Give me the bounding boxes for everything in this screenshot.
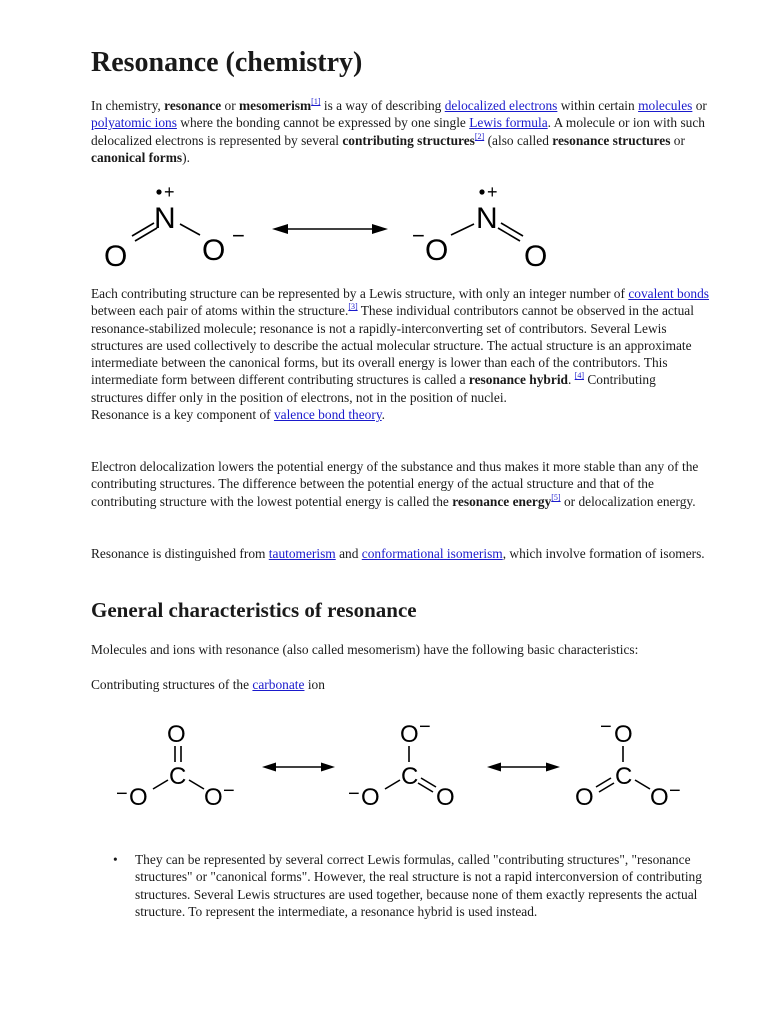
o-charge: − (348, 783, 360, 805)
single-bond-line (153, 780, 168, 789)
single-bond-line (180, 224, 200, 235)
citation-link[interactable]: [5] (551, 492, 561, 502)
single-bond-line (635, 780, 650, 789)
text: Resonance is distinguished from (91, 546, 269, 561)
link-delocalized-electrons[interactable]: delocalized electrons (444, 98, 558, 113)
nitrogen-atom: N (154, 202, 176, 235)
text: . A molecule or ion with such delocalized electrons is represented by several (91, 115, 705, 148)
lone-electron-dot (156, 189, 161, 194)
carbonate-resonance-diagram (116, 712, 706, 812)
oxygen-atom: O (575, 784, 594, 811)
term-mesomerism: mesomerism (239, 98, 312, 113)
citation-link[interactable]: [2] (474, 131, 485, 141)
text: . (381, 407, 386, 423)
characteristics-list (113, 851, 713, 920)
intro-paragraph (91, 97, 711, 166)
oxygen-atom: O (167, 721, 186, 748)
text: Resonance is a key component of (91, 407, 274, 423)
citation-link[interactable]: [3] (348, 302, 358, 312)
oxygen-atom: O (129, 784, 148, 811)
oxygen-atom: O (400, 721, 419, 748)
n-charge: + (487, 182, 498, 202)
text: or (221, 98, 240, 113)
carbon-atom: C (615, 763, 633, 790)
text: Each contributing structure can be represented by a Lewis structure, with only an integer number of (91, 286, 629, 301)
oxygen-atom: O (204, 784, 223, 811)
link-covalent-bonds[interactable]: covalent bonds (628, 286, 710, 301)
link-molecules[interactable]: molecules (638, 98, 693, 113)
oxygen-atom: O (524, 240, 548, 273)
oxygen-atom: O (361, 784, 380, 811)
paragraph-distinguished (91, 545, 711, 562)
text: within certain (557, 98, 639, 113)
lone-electron-dot (479, 189, 484, 194)
double-bond-line (501, 223, 523, 236)
citation-link[interactable]: [1] (311, 97, 321, 106)
o-charge: − (669, 780, 681, 802)
carbonate-svg (116, 712, 706, 812)
text: ). (182, 149, 190, 165)
nitrite-svg (96, 180, 556, 275)
text: or (670, 132, 685, 148)
carbon-atom: C (169, 763, 187, 790)
oxygen-atom: O (436, 784, 455, 811)
oxygen-atom: O (650, 784, 669, 811)
single-bond-line (189, 780, 204, 789)
single-bond-line (451, 224, 474, 235)
o-charge: − (412, 223, 425, 248)
term-canonical-forms: canonical forms (91, 149, 183, 165)
text: and (335, 546, 362, 561)
arrow-head-left (272, 224, 288, 234)
o-charge: − (232, 223, 245, 248)
text: or (692, 98, 707, 113)
nitrite-resonance-diagram (96, 180, 556, 275)
oxygen-atom: O (104, 240, 128, 273)
arrow-head-right (546, 763, 560, 772)
arrow-head-right (372, 224, 388, 234)
carbon-atom: C (401, 763, 419, 790)
link-tautomerism[interactable]: tautomerism (268, 546, 336, 561)
arrow-head-right (321, 763, 335, 772)
text: In chemistry, (91, 98, 165, 113)
term-resonance-hybrid: resonance hybrid (468, 372, 568, 388)
page-title: Resonance (chemistry) (91, 47, 363, 78)
term-contributing-structures: contributing structures (342, 132, 475, 148)
o-charge: − (419, 716, 431, 738)
text: Electron delocalization lowers the potential energy of the substance and thus makes it more stable than any of the contributing structures. The difference between the potential energy of the actual structure and that of the contributing structure with the lowest potential energy is called the (91, 459, 699, 509)
link-carbonate[interactable]: carbonate (252, 677, 305, 692)
text: Contributing structures of the (91, 677, 253, 692)
paragraph-contributing-structures (91, 285, 711, 423)
link-conformational-isomerism[interactable]: conformational isomerism (361, 546, 503, 561)
single-bond-line (385, 780, 400, 789)
text: or delocalization energy. (560, 493, 696, 509)
text: These individual contributors cannot be observed in the actual resonance-stabilized molecule; resonance is not a rapidly-interconverting set of contributors. Several Lewis structures are used collectively to describe the actual molecular structure. The actual structure is an approximate intermediate between the canonical forms, but its overall energy is lower than each of the contributors. This intermediate form between different contributing structures is called a (91, 303, 694, 388)
o-charge: − (223, 780, 235, 802)
text: , which involve formation of isomers. (502, 546, 705, 561)
link-polyatomic-ions[interactable]: polyatomic ions (91, 115, 177, 131)
text: ion (304, 677, 325, 692)
citation-link[interactable]: [4] (574, 371, 585, 381)
double-bond-line (498, 228, 520, 241)
term-resonance-structures: resonance structures (552, 132, 671, 148)
text: is a way of describing (320, 98, 445, 113)
arrow-head-left (487, 763, 501, 772)
paragraph-carbonate-caption (91, 676, 711, 693)
o-charge: − (116, 783, 128, 805)
paragraph-characteristics: Molecules and ions with resonance (also called mesomerism) have the following basic characteristics: (91, 642, 639, 657)
text: (also called (484, 132, 553, 148)
text: Contributing structures differ only in the position of electrons, not in the position of nuclei. (91, 372, 656, 405)
paragraph-delocalization (91, 458, 711, 510)
text: where the bonding cannot be expressed by one single (176, 115, 470, 131)
text: . (567, 372, 575, 388)
term-resonance: resonance (164, 98, 222, 113)
list-item: • They can be represented by several correct Lewis formulas, called "contributing structures", "resonance structures" or "canonical forms". However, the real structure is not a rapid interconversion of contributing structures. Several Lewis structures are used together, because none of them exactly represents the actual structure. To represent the intermediate, a resonance hybrid is used instead. (113, 851, 713, 920)
n-charge: + (164, 182, 175, 202)
nitrogen-atom: N (476, 202, 498, 235)
section-heading: General characteristics of resonance (91, 598, 417, 622)
link-valence-bond-theory[interactable]: valence bond theory (273, 407, 382, 423)
oxygen-atom: O (614, 721, 633, 748)
term-resonance-energy: resonance energy (452, 493, 552, 509)
o-charge: − (600, 716, 612, 738)
oxygen-atom: O (202, 234, 226, 267)
arrow-head-left (262, 763, 276, 772)
text: between each pair of atoms within the structure. (91, 303, 349, 319)
oxygen-atom: O (425, 234, 449, 267)
double-bond-line (132, 223, 154, 236)
link-lewis-formula[interactable]: Lewis formula (469, 115, 548, 131)
